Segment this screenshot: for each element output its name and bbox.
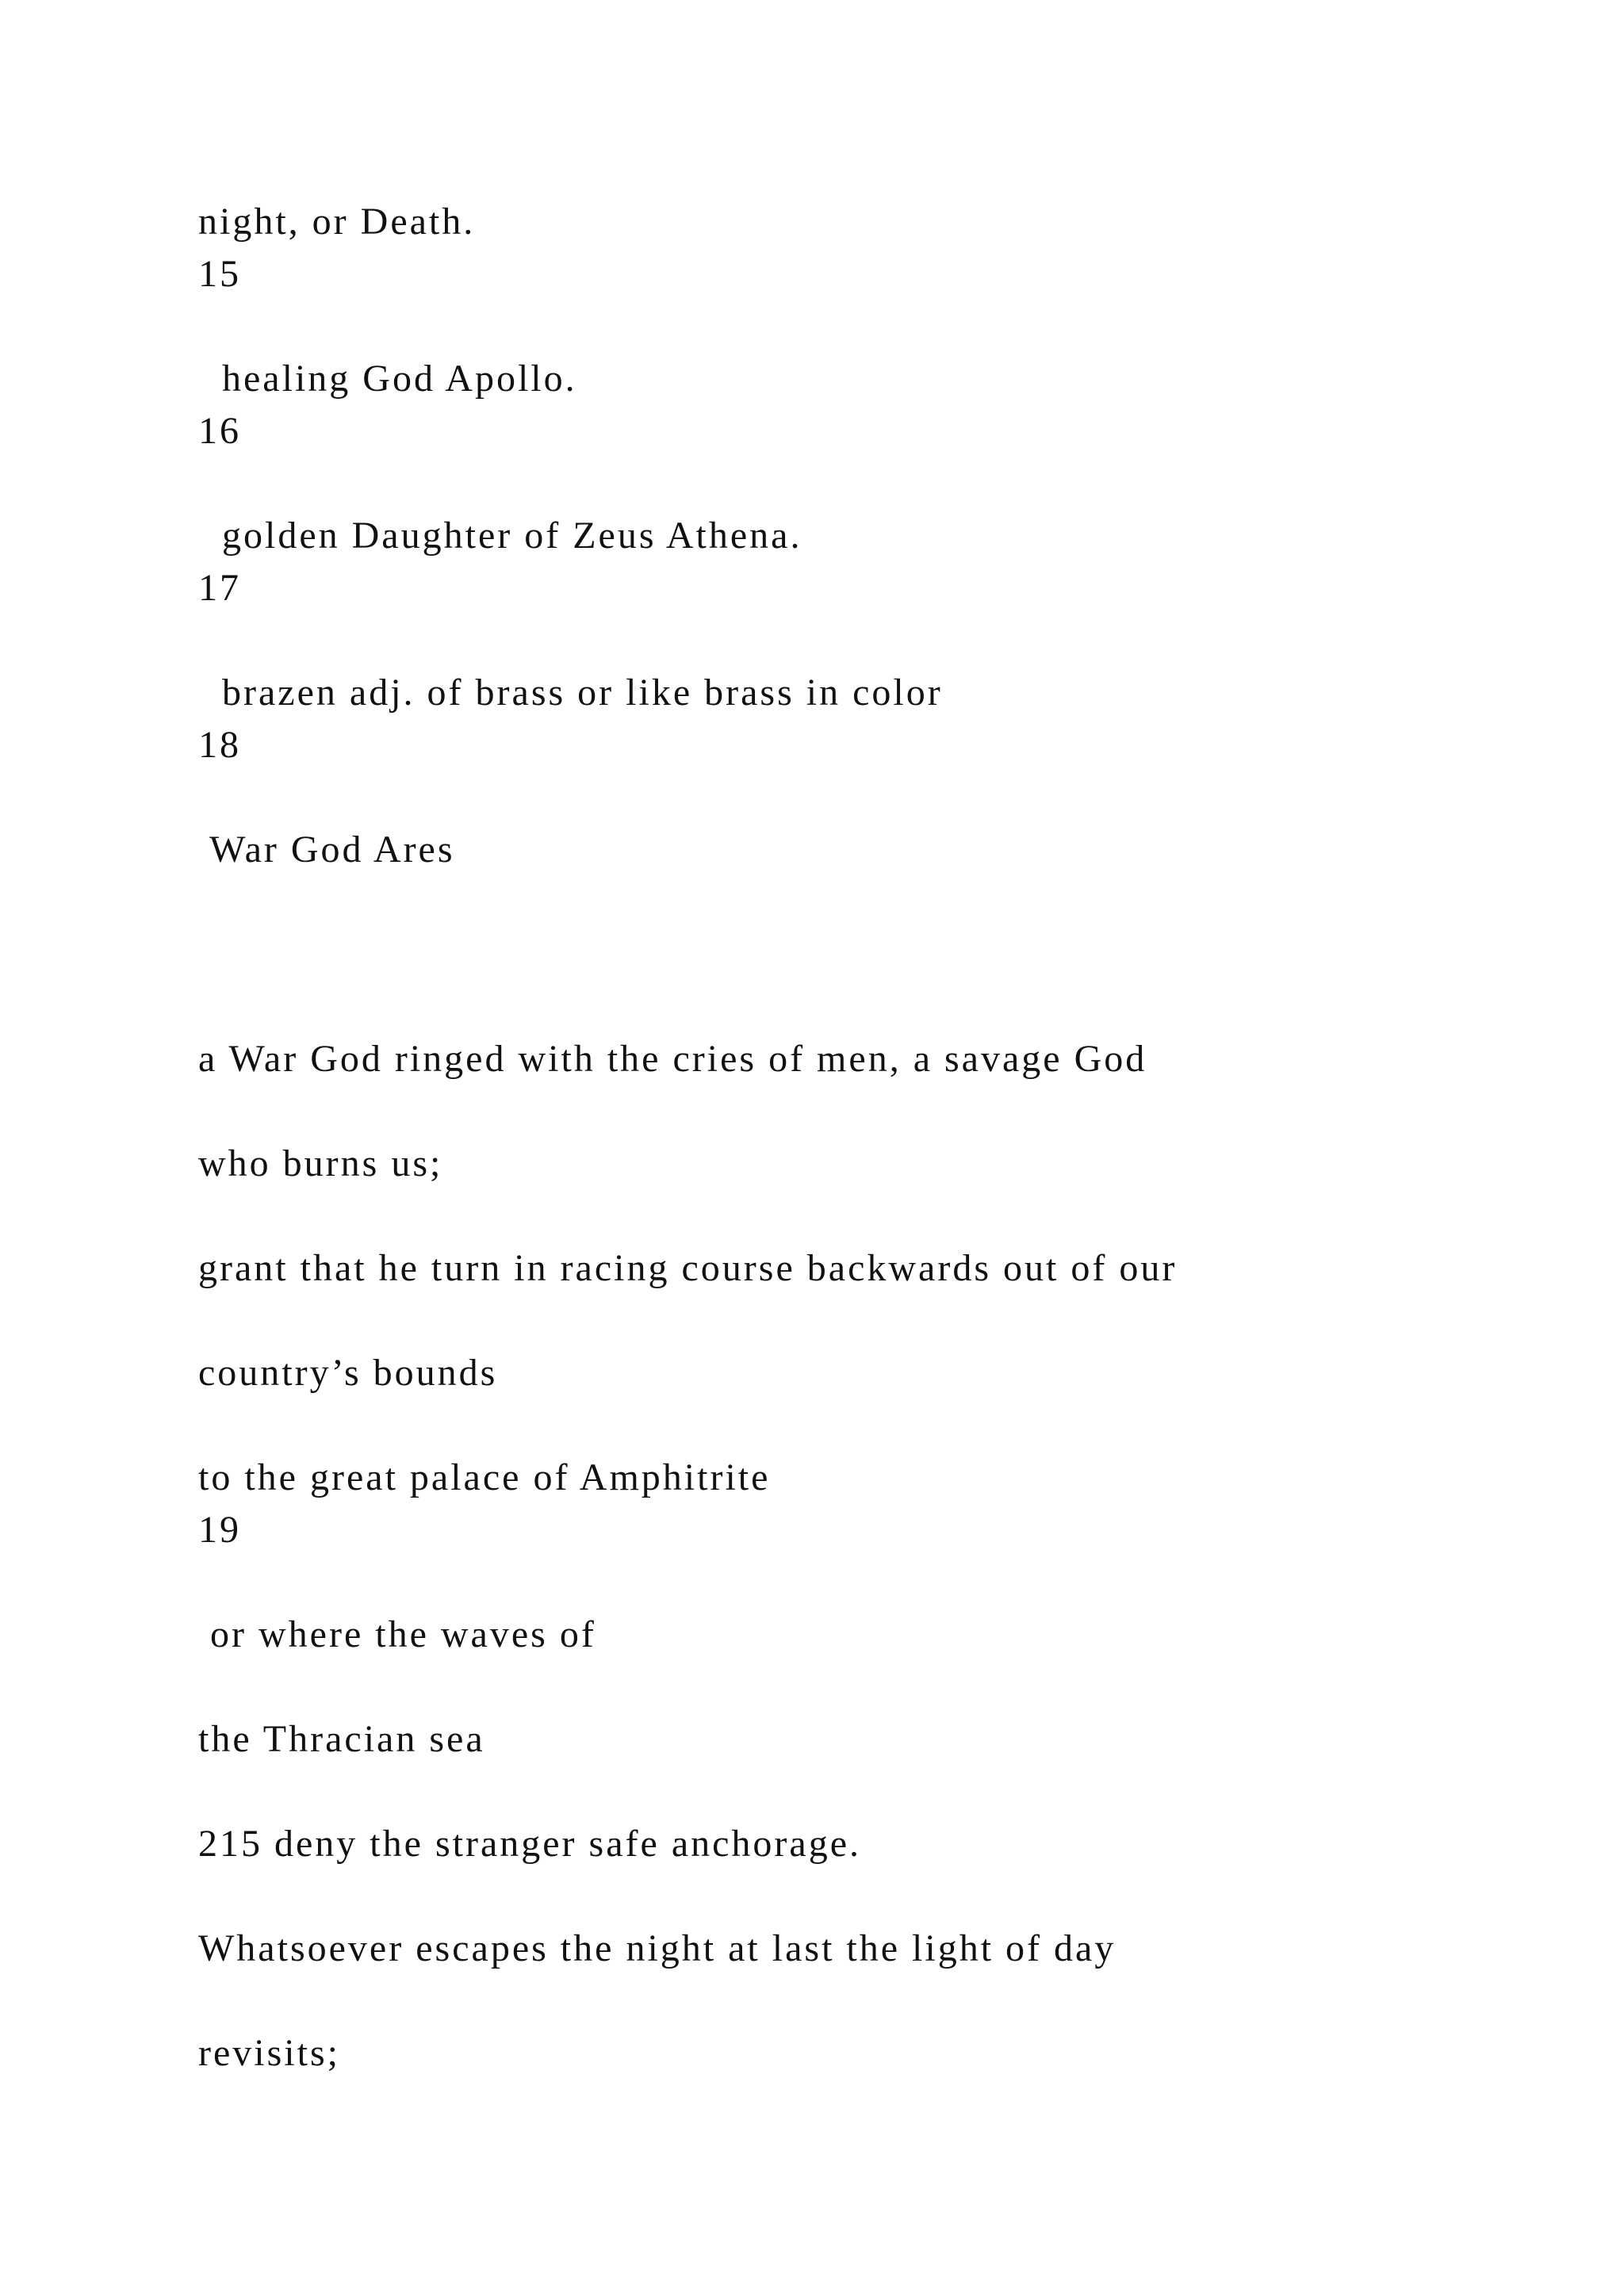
text-line: a War God ringed with the cries of men, a savage God: [198, 1038, 1147, 1080]
footnote-number: 15: [198, 253, 241, 295]
text-line: country’s bounds: [198, 1352, 498, 1394]
text-line: golden Daughter of Zeus Athena.: [198, 515, 802, 557]
text-line: 215 deny the stranger safe anchorage.: [198, 1823, 862, 1865]
footnote-number: 16: [198, 410, 241, 452]
text-line: Whatsoever escapes the night at last the light of day: [198, 1927, 1116, 1969]
text-line: healing God Apollo.: [198, 358, 577, 400]
text-line: night, or Death.: [198, 201, 476, 243]
footnote-number: 17: [198, 567, 241, 609]
text-line: or where the waves of: [198, 1613, 596, 1655]
text-line: the Thracian sea: [198, 1718, 485, 1760]
text-line: brazen adj. of brass or like brass in color: [198, 672, 943, 714]
text-line: who burns us;: [198, 1142, 443, 1184]
footnote-number: 18: [198, 724, 241, 766]
footnote-number: 19: [198, 1509, 241, 1551]
text-line: revisits;: [198, 2032, 340, 2074]
text-line: grant that he turn in racing course backwards out of our: [198, 1247, 1178, 1289]
text-line: War God Ares: [198, 828, 455, 871]
text-line: to the great palace of Amphitrite: [198, 1456, 771, 1498]
